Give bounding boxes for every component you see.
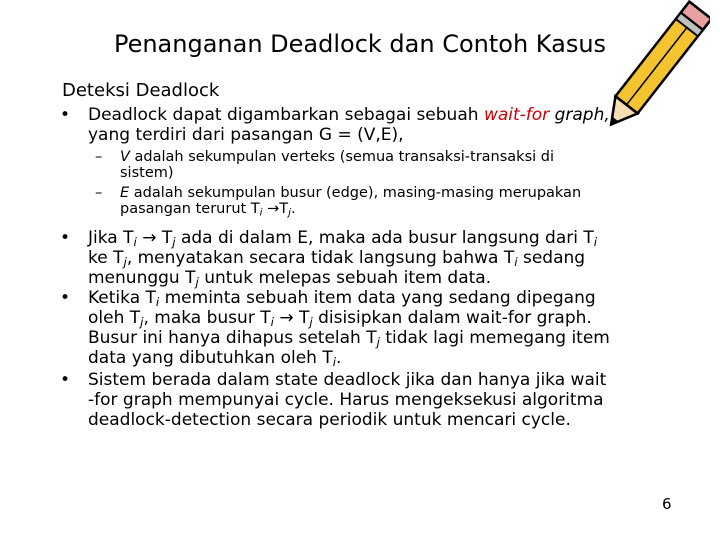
slide-title: Penanganan Deadlock dan Contoh Kasus [113,30,607,58]
sub-bullet-2-line-1: E adalah sekumpulan busur (edge), masing-masing merupakan [120,185,582,201]
dash-marker: – [95,149,103,165]
bullet-2-line-3: menunggu $T_j$ untuk melepas sebuah item data. [88,268,492,289]
bullet-1-line-2: yang terdiri dari pasangan G = (V,E), [88,125,404,145]
bullet-1-line-1: Deadlock dapat digambarkan sebagai sebuah wait-for graph, [88,105,610,125]
bullet-3-line-3: Busur ini hanya dihapus setelah $T_j$ tidak lagi memegang item [88,328,610,349]
bullet-4-line-3: deadlock-detection secara periodik untuk mencari cycle. [88,410,571,430]
dash-marker: – [95,185,103,201]
bullet-4-line-2: -for graph mempunyai cycle. Harus mengeksekusi algoritma [88,390,604,410]
page-number: 6 [662,495,672,513]
bullet-3-line-2: oleh $T_j$, maka busur $T_i \to T_j$ disisipkan dalam wait-for graph. [88,308,592,329]
bullet-2-line-2: ke $T_j$, menyatakan secara tidak langsung bahwa $T_i$ sedang [88,248,586,269]
sub-bullet-1-line-1: V adalah sekumpulan verteks (semua transaksi-transaksi di [120,149,554,165]
bullet-marker: • [60,288,71,308]
bullet-marker: • [60,228,71,248]
bullet-3-line-4: data yang dibutuhkan oleh $T_i$. [88,348,342,369]
bullet-4-line-1: Sistem berada dalam state deadlock jika dan hanya jika wait [88,370,607,390]
bullet-3-line-1: Ketika $T_i$ meminta sebuah item data yang sedang dipegang [88,288,596,309]
pencil-icon [600,0,710,140]
section-heading: Deteksi Deadlock [62,80,220,101]
bullet-marker: • [60,370,71,390]
bullet-marker: • [60,105,71,125]
sub-bullet-1-line-2: sistem) [120,165,174,181]
sub-bullet-2-line-2: pasangan terurut $T_i \to T_j$. [120,201,296,219]
bullet-2-line-1: Jika $T_i \to T_j$ ada di dalam E, maka ada busur langsung dari $T_i$ [88,228,598,249]
